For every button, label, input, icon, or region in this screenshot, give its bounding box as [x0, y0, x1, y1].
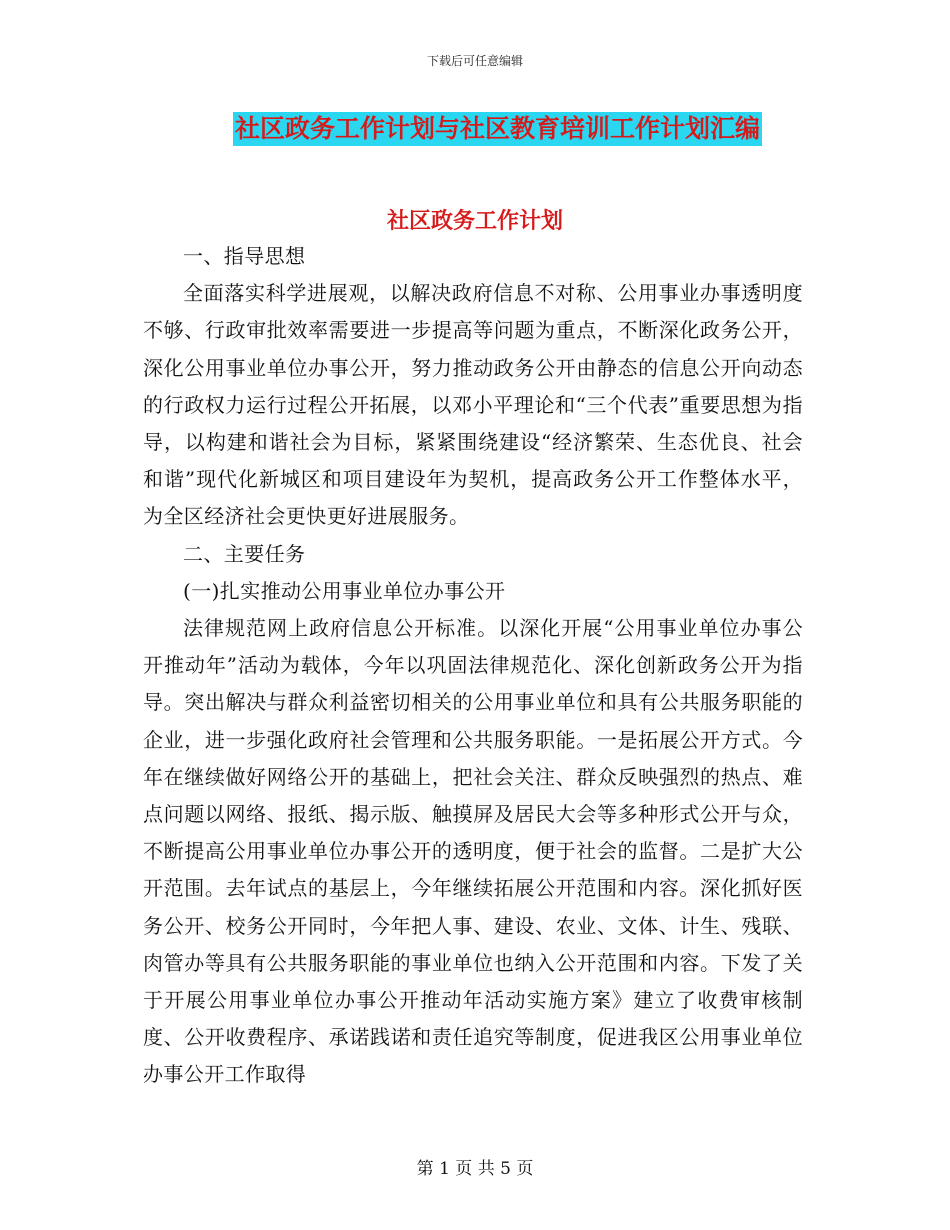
page-number: 第 1 页 共 5 页 — [416, 1159, 534, 1179]
heading-main-tasks: 二、主要任务 — [183, 541, 306, 566]
main-title-container — [0, 112, 950, 146]
heading-guiding-ideology: 一、指导思想 — [183, 244, 306, 268]
subheading-task-1: (一)扎实推动公用事业单位办事公开 — [183, 578, 506, 603]
page-header-note: 下载后可任意编辑 — [426, 54, 523, 68]
document-body — [143, 238, 803, 1094]
paragraph-guiding-ideology: 全面落实科学进展观，以解决政府信息不对称、公用事业办事透明度不够、行政审批效率需要进一步提高等问题为重点，不断深化政务公开，深化公用事业单位办事公开，努力推动政务公开由静态的信息公开向动态的行政权力运行过程公开拓展，以邓小平理论和“三个代表”重要思想为指导，以构建和谐社会为目标，紧紧围绕建设“经济繁荣、生态优良、社会和谐”现代化新城区和项目建设年为契机，提高政务公开工作整体水平，为全区经济社会更快更好进展服务。 — [143, 281, 803, 529]
paragraph-task-1: 法律规范网上政府信息公开标准。以深化开展“公用事业单位办事公开推动年”活动为载体，今年以巩固法律规范化、深化创新政务公开为指导。突出解决与群众利益密切相关的公用事业单位和具有公共服务职能的企业，进一步强化政府社会管理和公共服务职能。一是拓展公开方式。今年在继续做好网络公开的基础上，把社会关注、群众反映强烈的热点、难点问题以网络、报纸、揭示版、触摸屏及居民大会等多种形式公开与众，不断提高公用事业单位办事公开的透明度，便于社会的监督。二是扩大公开范围。去年试点的基层上，今年继续拓展公开范围和内容。深化抓好医务公开、校务公开同时，今年把人事、建设、农业、文体、计生、残联、肉管办等具有公共服务职能的事业单位也纳入公开范围和内容。下发了关于开展公用事业单位办事公开推动年活动实施方案》建立了收费审核制度、公开收费程序、承诺践诺和责任追究等制度，促进我区公用事业单位办事公开工作取得 — [143, 616, 803, 1087]
section-title: 社区政务工作计划 — [386, 209, 563, 234]
document-title: 社区政务工作计划与社区教育培训工作计划汇编 — [233, 112, 762, 146]
